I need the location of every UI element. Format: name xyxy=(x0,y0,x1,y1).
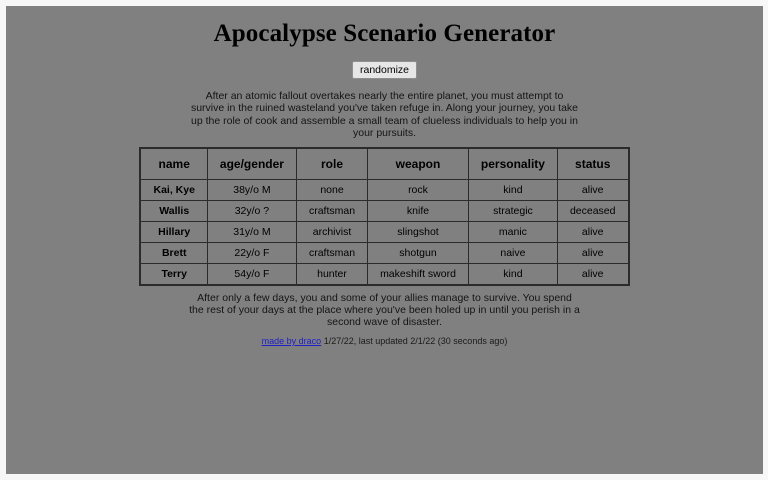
column-header-status: status xyxy=(557,148,628,180)
cell-age-gender: 31y/o M xyxy=(207,221,296,242)
table-header xyxy=(140,148,628,180)
cell-status: alive xyxy=(557,263,628,285)
cell-name: Hillary xyxy=(140,221,207,242)
page-title: Apocalypse Scenario Generator xyxy=(213,20,556,47)
cell-age-gender: 22y/o F xyxy=(207,242,296,263)
footer-credit xyxy=(6,336,763,347)
cell-role: none xyxy=(296,179,367,200)
column-header-role: role xyxy=(296,148,367,180)
column-header-age-gender: age/gender xyxy=(207,148,296,180)
cell-weapon: makeshift sword xyxy=(368,263,469,285)
table-header-row xyxy=(140,148,628,180)
page-body xyxy=(6,6,763,474)
cell-role: archivist xyxy=(296,221,367,242)
cell-age-gender: 38y/o M xyxy=(207,179,296,200)
table-body xyxy=(140,179,628,285)
cell-weapon: slingshot xyxy=(368,221,469,242)
table-row xyxy=(140,179,628,200)
cell-name: Kai, Kye xyxy=(140,179,207,200)
column-header-personality: personality xyxy=(468,148,557,180)
cell-personality: kind xyxy=(468,179,557,200)
cell-status: alive xyxy=(557,221,628,242)
table-row xyxy=(140,263,628,285)
footer-meta: 1/27/22, last updated 2/1/22 (30 seconds ago) xyxy=(323,335,508,346)
outro-paragraph: After only a few days, you and some of your allies manage to survive. You spend the rest of your days at the place where you've been holed up in until you perish in a second wave of disaster. xyxy=(189,291,580,329)
table-row xyxy=(140,242,628,263)
cell-role: craftsman xyxy=(296,200,367,221)
randomize-button-container xyxy=(6,51,763,85)
cell-weapon: shotgun xyxy=(368,242,469,263)
intro-paragraph: After an atomic fallout overtakes nearly the entire planet, you must attempt to survive in the ruined wasteland you've taken refuge in. Along your journey, you take up the role of cook and assemble a small team of clueless individuals to help you in your pursuits. xyxy=(190,90,579,140)
table-row xyxy=(140,221,628,242)
cell-status: deceased xyxy=(557,200,628,221)
cell-personality: kind xyxy=(468,263,557,285)
cell-age-gender: 32y/o ? xyxy=(207,200,296,221)
character-table xyxy=(139,147,629,286)
column-header-weapon: weapon xyxy=(368,148,469,180)
table-row xyxy=(140,200,628,221)
cell-name: Brett xyxy=(140,242,207,263)
author-link[interactable]: made by draco xyxy=(261,335,322,346)
cell-age-gender: 54y/o F xyxy=(207,263,296,285)
page-content xyxy=(6,6,763,347)
column-header-name: name xyxy=(140,148,207,180)
cell-personality: naive xyxy=(468,242,557,263)
cell-name: Terry xyxy=(140,263,207,285)
cell-status: alive xyxy=(557,242,628,263)
cell-personality: manic xyxy=(468,221,557,242)
cell-role: hunter xyxy=(296,263,367,285)
cell-status: alive xyxy=(557,179,628,200)
randomize-button[interactable]: randomize xyxy=(352,61,417,79)
cell-personality: strategic xyxy=(468,200,557,221)
cell-weapon: knife xyxy=(368,200,469,221)
cell-name: Wallis xyxy=(140,200,207,221)
cell-role: craftsman xyxy=(296,242,367,263)
cell-weapon: rock xyxy=(368,179,469,200)
